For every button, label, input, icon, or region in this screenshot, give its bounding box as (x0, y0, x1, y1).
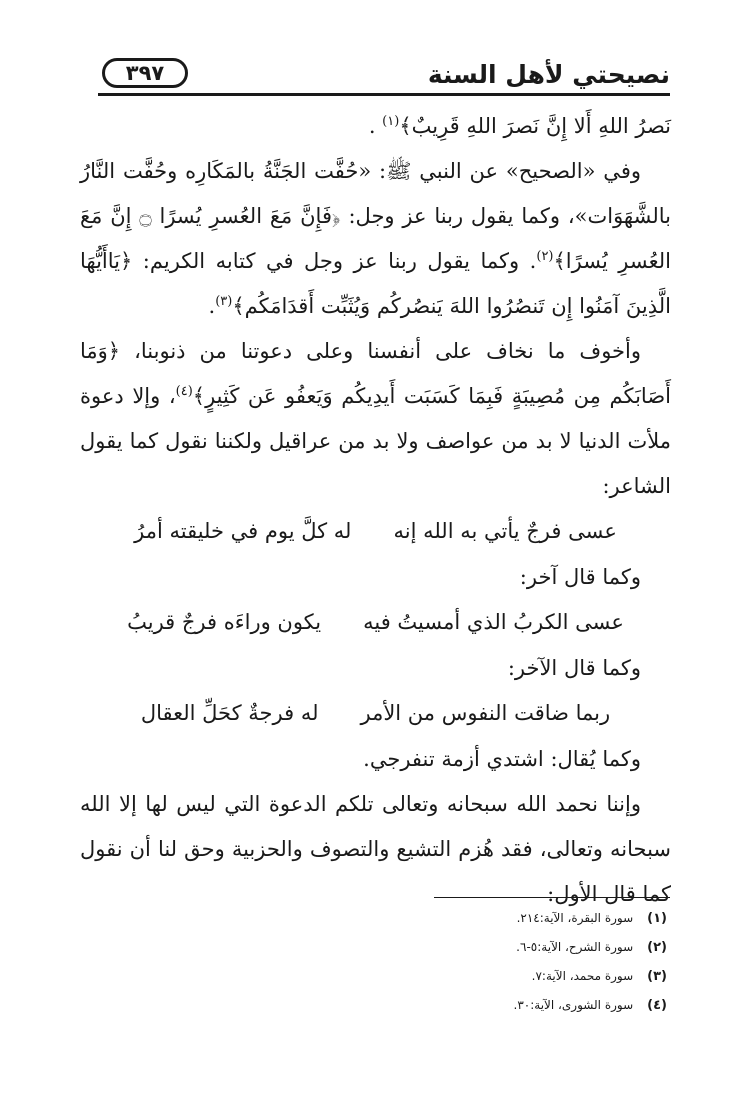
footnote-1 (267, 904, 667, 933)
paragraph-2 (80, 149, 671, 329)
paragraph-3-end: ، وإلا دعوة ملأت الدنيا لا بد من عواصف ولا بد من عراقيل ولكننا نقول كما يقول الشاعر: (80, 384, 671, 498)
paragraph-1-text: نَصرُ اللهِ أَلا إِنَّ نَصرَ اللهِ قَرِيبٌ﴾ (399, 114, 671, 138)
poem-verse-2 (80, 600, 671, 646)
paragraph-4: وكما قال آخر: (519, 565, 641, 589)
footnote-ref-3: (٣) (215, 294, 233, 309)
paragraph-3 (80, 329, 671, 509)
footnote-text: سورة محمد، الآية:٧. (531, 969, 634, 983)
verse-3-second-hemistich: له فرجةٌ كحَلِّ العقال (140, 701, 319, 725)
footnote-2 (267, 933, 667, 962)
page-number: ٣٩٧ (102, 58, 188, 88)
footnote-number: (٢) (647, 940, 667, 955)
paragraph-7: وإننا نحمد الله سبحانه وتعالى تلكم الدعوة التي ليس لها إلا الله سبحانه وتعالى، فقد هُزم التشيع والتصوف والحزبية وحق لنا أن نقول كما قال الأول: (80, 792, 671, 906)
page-header (98, 54, 670, 98)
footnote-ref-4: (٤) (175, 384, 193, 399)
verse-2-first-hemistich: عسى الكربُ الذي أمسيتُ فيه (363, 610, 624, 634)
paragraph-5: وكما قال الآخر: (507, 656, 641, 680)
footnote-text: سورة الشورى، الآية:٣٠. (513, 998, 634, 1012)
footnote-ref-1: (١) (382, 114, 400, 129)
footnote-ref-2: (٢) (536, 249, 554, 264)
footnote-4 (267, 991, 667, 1020)
footnote-number: (١) (647, 911, 667, 926)
main-text (80, 104, 671, 917)
paragraph-1-end: . (368, 114, 383, 138)
paragraph-2-middle: . وكما يقول ربنا عز وجل في كتابه الكريم: ﴿يَاأَيُّهَا الَّذِينَ آمَنُوا إِن تَنصُرُوا اللهَ يَنصُركُم وَيُثَبِّت أَقدَامَكُم﴾ (80, 249, 671, 318)
footnote-text: سورة الشرح، الآية:٥-٦. (516, 940, 634, 954)
paragraph-3-text: وأخوف ما نخاف على أنفسنا وعلى دعوتنا من ذنوبنا، ﴿وَمَا أَصَابَكُم مِن مُصِيبَةٍ فَبِمَا كَسَبَت أَيدِيكُم وَيَعفُو عَن كَثِيرٍ﴾ (80, 339, 671, 408)
verse-3-first-hemistich: ربما ضاقت النفوس من الأمر (360, 701, 611, 725)
poem-verse-3 (80, 691, 671, 737)
poem-verse-1 (80, 509, 671, 555)
verse-2-second-hemistich: يكون وراءَه فرجٌ قريبُ (127, 610, 322, 634)
paragraph-1 (80, 104, 671, 149)
paragraph-6: وكما يُقال: اشتدي أزمة تنفرجي. (363, 747, 641, 771)
footnote-3 (267, 962, 667, 991)
footnote-number: (٣) (647, 969, 667, 984)
paragraph-2-end: . (208, 294, 216, 318)
footnotes (267, 904, 667, 1020)
footnote-divider (434, 897, 670, 898)
verse-1-first-hemistich: عسى فرجٌ يأتي به الله إنه (393, 519, 617, 543)
paragraph-2-text: وفي «الصحيح» عن النبي ﷺ: «حُفَّت الجَنَّةُ بالمَكَارِه وحُفَّت النَّارُ بالشَّهَوَات»، وكما يقول ربنا عز وجل: ﴿فَإِنَّ مَعَ العُسرِ يُسرًا ۝ إِنَّ مَعَ العُسرِ يُسرًا﴾ (80, 159, 671, 273)
book-title: نصيحتي لأهل السنة (427, 60, 670, 89)
verse-1-second-hemistich: له كلَّ يوم في خليقته أمرُ (134, 519, 352, 543)
footnote-text: سورة البقرة، الآية:٢١٤. (516, 911, 634, 925)
header-divider (98, 93, 670, 96)
footnote-number: (٤) (647, 998, 667, 1013)
